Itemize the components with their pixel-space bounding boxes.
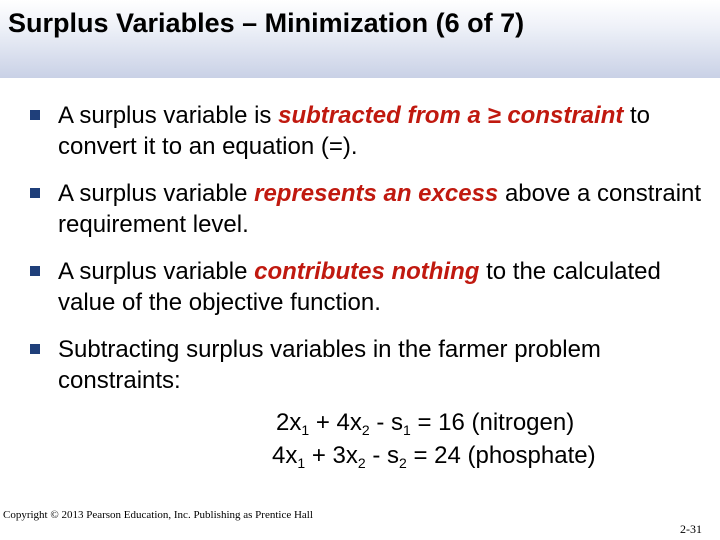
square-bullet-icon [30,344,40,354]
equation-subscript: 1 [402,422,411,438]
bullet-text: to the calculated value of the objective function. [58,258,661,316]
equation-subscript: 2 [361,422,370,438]
equation-nitrogen [272,406,596,439]
bullet-text: to convert it to an equation (=). [58,102,651,160]
equation-term: - s [369,409,403,436]
equation-term: 4x [272,442,298,469]
equation-subscript: 1 [297,455,306,471]
page-number: 2-31 [680,522,702,536]
bullet-text: above a constraint requirement level. [58,180,702,238]
bullet-text: A surplus variable [58,180,255,207]
equation-term: + 4x [309,409,362,436]
equation-term: 2x [276,409,302,436]
bullet-emphasis: contributes nothing [254,258,480,285]
equation-term: + 3x [305,442,358,469]
equation-term: - s [365,442,399,469]
equation-subscript: 2 [357,455,366,471]
square-bullet-icon [30,266,40,276]
bullet-list [28,100,708,412]
equation-term: = 24 (phosphate) [406,442,596,469]
bullet-text: Subtracting surplus variables in the farmer problem constraints: [58,336,601,394]
bullet-emphasis: subtracted from a ≥ constraint [278,102,624,129]
bullet-item [28,256,708,318]
equation-subscript: 2 [398,455,407,471]
square-bullet-icon [30,110,40,120]
equation-phosphate [272,439,596,472]
copyright-notice: Copyright © 2013 Pearson Education, Inc. Publishing as Prentice Hall [3,509,313,521]
bullet-emphasis: represents an excess [254,180,499,207]
slide-title: Surplus Variables – Minimization (6 of 7) [8,8,525,38]
bullet-text: A surplus variable is [58,102,279,129]
equation-subscript: 1 [301,422,310,438]
square-bullet-icon [30,188,40,198]
bullet-item [28,100,708,162]
bullet-item [28,334,708,396]
bullet-text: A surplus variable [58,258,255,285]
bullet-item [28,178,708,240]
equation-block [272,406,596,472]
equation-term: = 16 (nitrogen) [410,409,575,436]
